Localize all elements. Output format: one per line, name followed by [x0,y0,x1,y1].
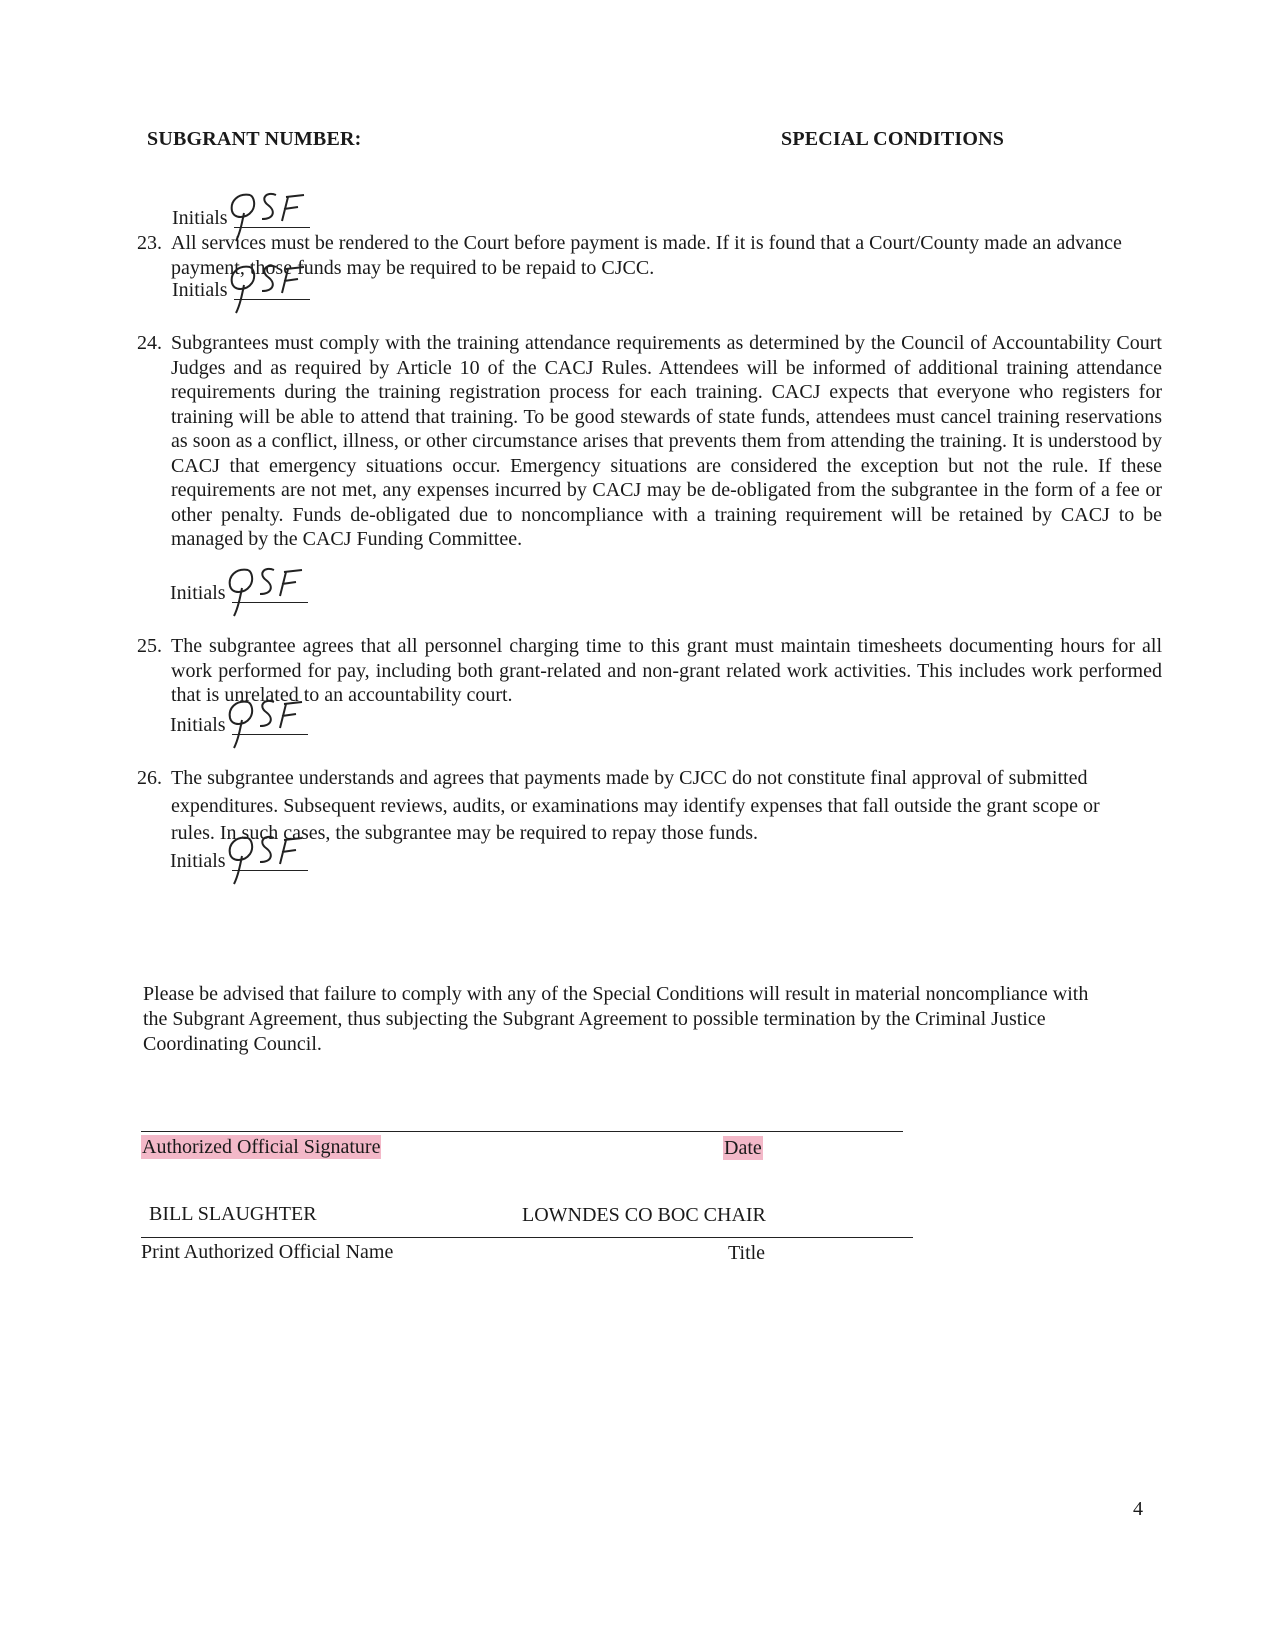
name-title-line [141,1237,913,1238]
item-number: 25. [137,635,162,657]
date-label: Date [724,1137,762,1159]
signature-initials-mark [226,259,316,317]
title-label: Title [728,1242,766,1264]
initials-label: Initials [172,207,228,229]
item-text: All services must be rendered to the Court before payment is made. If it is found that a Court/County made an advance payment, those funds may be required to be repaid to CJCC. [171,232,1122,279]
initials-field [172,277,228,303]
item-number: 23. [137,232,162,254]
initials-field [170,580,226,606]
page-number: 4 [1133,1498,1143,1520]
initials-field [172,205,228,231]
subgrant-number-label: SUBGRANT NUMBER: [147,128,362,150]
item-number: 24. [137,332,162,354]
compliance-notice: Please be advised that failure to comply with any of the Special Conditions will result in material noncompliance with the Subgrant Agreement, thus subjecting the Subgrant Agreement to possible termination by the Criminal Justice Coordinating Council. [143,983,1089,1055]
initials-label: Initials [170,582,226,604]
signature-line [141,1131,903,1132]
condition-item [137,331,1162,552]
signature-initials-mark [224,694,314,752]
initials-label: Initials [170,714,226,736]
official-name: BILL SLAUGHTER [149,1203,317,1225]
item-text: The subgrantee agrees that all personnel charging time to this grant must maintain timesheets documenting hours for all work performed for pay, including both grant-related and non-grant related work activities. This includes work performed that is unrelated to an accountability court. [171,635,1162,706]
item-number: 26. [137,767,162,789]
official-title: LOWNDES CO BOC CHAIR [522,1204,766,1226]
page-title: SPECIAL CONDITIONS [781,128,1005,150]
initials-field [170,848,226,874]
initials-field [170,712,226,738]
name-label: Print Authorized Official Name [141,1241,394,1263]
initials-label: Initials [170,850,226,872]
item-text: The subgrantee understands and agrees that payments made by CJCC do not constitute final approval of submitted expenditures. Subsequent reviews, audits, or examinations may identify expenses that fall outside the grant scope or rules. In such cases, the subgrantee may be required to repay those funds. [171,767,1100,844]
signature-initials-mark [224,562,314,620]
signature-initials-mark [224,830,314,888]
signature-label: Authorized Official Signature [142,1136,381,1158]
initials-label: Initials [172,279,228,301]
item-text: Subgrantees must comply with the training attendance requirements as determined by the Council of Accountability Court Judges and as required by Article 10 of the CACJ Rules. Attendees will be informed of additional training attendance requirements during the training registration process for each training. CACJ expects that everyone who registers for training will be able to attend that training. To be good stewards of state funds, attendees must cancel training reservations as soon as a conflict, illness, or other circumstance arises that prevents them from attending the training. It is understood by CACJ that emergency situations occur. Emergency situations are considered the exception but not the rule. If these requirements are not met, any expenses incurred by CACJ may be de-obligated from the subgrantee in the form of a fee or other penalty. Funds de-obligated due to noncompliance with a training requirement will be retained by CACJ to be managed by the CACJ Funding Committee. [171,332,1162,550]
